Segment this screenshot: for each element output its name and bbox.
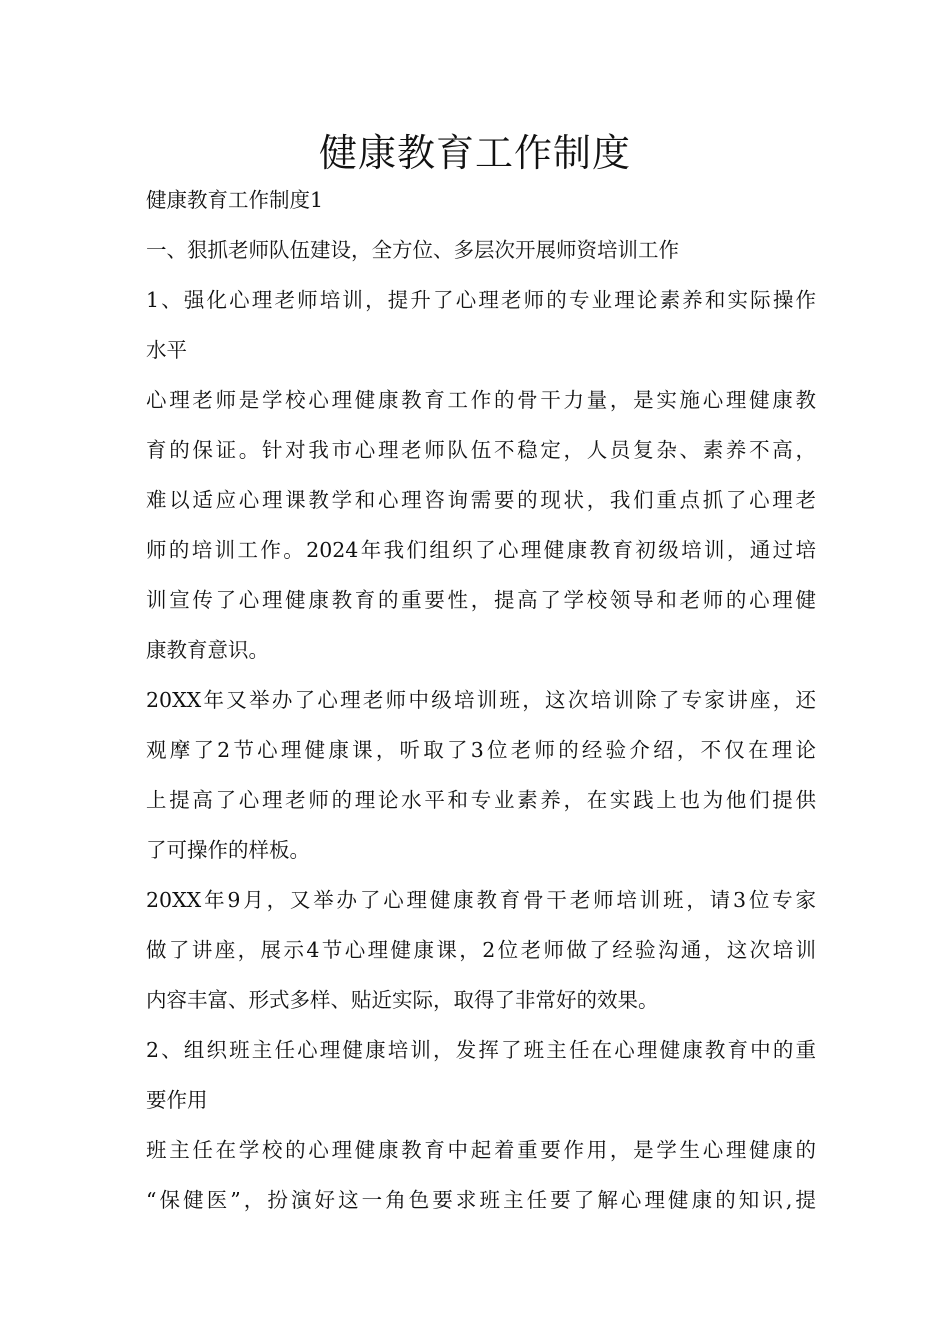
item-heading: 2、组织班主任心理健康培训，发挥了班主任在心理健康教育中的重 (146, 1038, 816, 1062)
paragraph-line: 内容丰富、形式多样、贴近实际，取得了非常好的效果。 (146, 988, 659, 1012)
paragraph-line: 20XX年又举办了心理老师中级培训班，这次培训除了专家讲座，还 (146, 688, 816, 712)
paragraph-line: 康教育意识。 (146, 638, 269, 662)
paragraph-line: 观摩了2节心理健康课，听取了3位老师的经验介绍，不仅在理论 (146, 738, 816, 762)
paragraph-line: 训宣传了心理健康教育的重要性，提高了学校领导和老师的心理健 (146, 588, 816, 612)
paragraph-line: 做了讲座，展示4节心理健康课，2位老师做了经验沟通，这次培训 (146, 938, 816, 962)
paragraph-line: 20XX年9月，又举办了心理健康教育骨干老师培训班，请3位专家 (146, 888, 816, 912)
subsection-heading: 一、狠抓老师队伍建设，全方位、多层次开展师资培训工作 (146, 238, 679, 262)
section-heading: 健康教育工作制度1 (146, 188, 324, 212)
paragraph-line: 难以适应心理课教学和心理咨询需要的现状，我们重点抓了心理老 (146, 488, 816, 512)
paragraph-line: 心理老师是学校心理健康教育工作的骨干力量，是实施心理健康教 (146, 388, 816, 412)
paragraph-line: 了可操作的样板。 (146, 838, 310, 862)
item-heading-continued: 要作用 (146, 1088, 208, 1112)
item-heading-continued: 水平 (146, 338, 187, 362)
paragraph-line: 育的保证。针对我市心理老师队伍不稳定，人员复杂、素养不高， (146, 438, 816, 462)
paragraph-line: “保健医”，扮演好这一角色要求班主任要了解心理健康的知识,提 (146, 1188, 816, 1212)
paragraph-line: 师的培训工作。2024年我们组织了心理健康教育初级培训，通过培 (146, 538, 816, 562)
paragraph-line: 上提高了心理老师的理论水平和专业素养，在实践上也为他们提供 (146, 788, 816, 812)
document-title: 健康教育工作制度 (318, 131, 631, 175)
paragraph-line: 班主任在学校的心理健康教育中起着重要作用，是学生心理健康的 (146, 1138, 816, 1162)
item-heading: 1、强化心理老师培训，提升了心理老师的专业理论素养和实际操作 (146, 288, 816, 312)
